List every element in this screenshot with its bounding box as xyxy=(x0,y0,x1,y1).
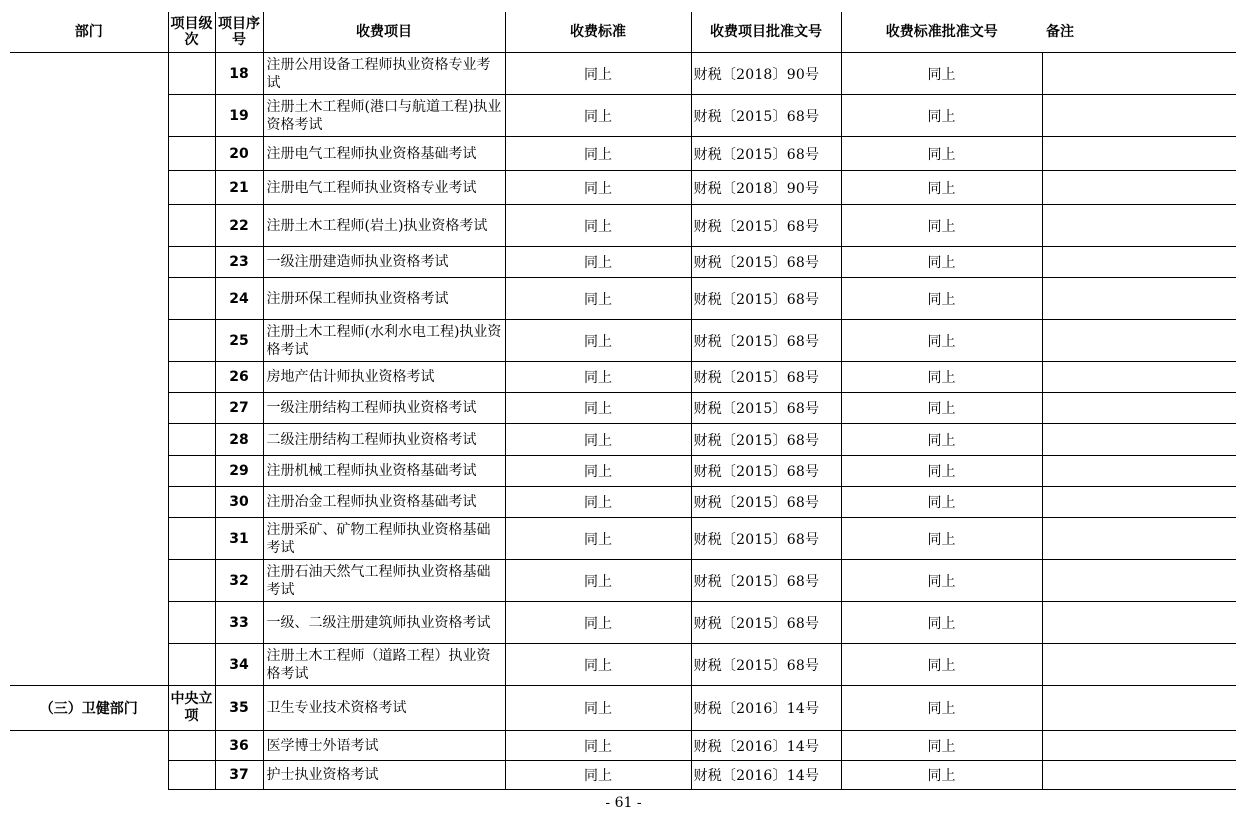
item-cell: 注册石油天然气工程师执业资格基础考试 xyxy=(263,560,505,602)
standard-cell: 同上 xyxy=(505,278,691,320)
std-doc-cell: 同上 xyxy=(841,278,1042,320)
dept-cell xyxy=(10,171,168,205)
std-doc-cell: 同上 xyxy=(841,761,1042,790)
dept-cell xyxy=(10,320,168,362)
note-cell xyxy=(1042,456,1236,487)
item-cell: 注册公用设备工程师执业资格专业考试 xyxy=(263,53,505,95)
std-doc-cell: 同上 xyxy=(841,247,1042,278)
item-cell: 注册环保工程师执业资格考试 xyxy=(263,278,505,320)
level-cell xyxy=(168,53,215,95)
seq-cell: 33 xyxy=(215,602,263,644)
dept-cell xyxy=(10,518,168,560)
std-doc-cell: 同上 xyxy=(841,393,1042,424)
std-doc-cell: 同上 xyxy=(841,320,1042,362)
seq-cell: 27 xyxy=(215,393,263,424)
standard-cell: 同上 xyxy=(505,602,691,644)
level-cell xyxy=(168,424,215,456)
dept-cell xyxy=(10,362,168,393)
item-cell: 注册电气工程师执业资格专业考试 xyxy=(263,171,505,205)
seq-cell: 32 xyxy=(215,560,263,602)
std-doc-cell: 同上 xyxy=(841,518,1042,560)
item-doc-cell: 财税〔2015〕68号 xyxy=(691,362,841,393)
standard-cell: 同上 xyxy=(505,644,691,686)
standard-cell: 同上 xyxy=(505,95,691,137)
dept-cell xyxy=(10,137,168,171)
level-cell xyxy=(168,456,215,487)
level-cell xyxy=(168,95,215,137)
item-cell: 注册采矿、矿物工程师执业资格基础考试 xyxy=(263,518,505,560)
level-cell xyxy=(168,171,215,205)
item-cell: 注册冶金工程师执业资格基础考试 xyxy=(263,487,505,518)
level-cell xyxy=(168,247,215,278)
item-cell: 注册土木工程师(岩土)执业资格考试 xyxy=(263,205,505,247)
table-row xyxy=(10,518,1236,560)
dept-cell xyxy=(10,761,168,790)
item-cell: 一级、二级注册建筑师执业资格考试 xyxy=(263,602,505,644)
standard-cell: 同上 xyxy=(505,320,691,362)
item-doc-cell: 财税〔2018〕90号 xyxy=(691,53,841,95)
item-doc-cell: 财税〔2015〕68号 xyxy=(691,487,841,518)
std-doc-cell: 同上 xyxy=(841,487,1042,518)
dept-cell: （三）卫健部门 xyxy=(10,686,168,731)
item-doc-cell: 财税〔2015〕68号 xyxy=(691,205,841,247)
dept-cell xyxy=(10,53,168,95)
item-cell: 注册机械工程师执业资格基础考试 xyxy=(263,456,505,487)
table-header-row xyxy=(10,12,1236,53)
seq-cell: 30 xyxy=(215,487,263,518)
std-doc-cell: 同上 xyxy=(841,362,1042,393)
item-doc-cell: 财税〔2016〕14号 xyxy=(691,761,841,790)
level-cell xyxy=(168,362,215,393)
header-item-doc: 收费项目批准文号 xyxy=(691,12,841,53)
item-cell: 二级注册结构工程师执业资格考试 xyxy=(263,424,505,456)
header-seq: 项目序号 xyxy=(215,12,263,53)
table-row xyxy=(10,424,1236,456)
seq-cell: 28 xyxy=(215,424,263,456)
standard-cell: 同上 xyxy=(505,560,691,602)
table-row xyxy=(10,602,1236,644)
item-doc-cell: 财税〔2015〕68号 xyxy=(691,456,841,487)
standard-cell: 同上 xyxy=(505,424,691,456)
seq-cell: 37 xyxy=(215,761,263,790)
dept-cell xyxy=(10,456,168,487)
item-doc-cell: 财税〔2015〕68号 xyxy=(691,393,841,424)
item-cell: 护士执业资格考试 xyxy=(263,761,505,790)
item-doc-cell: 财税〔2015〕68号 xyxy=(691,95,841,137)
standard-cell: 同上 xyxy=(505,518,691,560)
dept-cell xyxy=(10,644,168,686)
level-cell: 中央立项 xyxy=(168,686,215,731)
standard-cell: 同上 xyxy=(505,205,691,247)
dept-cell xyxy=(10,95,168,137)
item-doc-cell: 财税〔2016〕14号 xyxy=(691,731,841,761)
item-doc-cell: 财税〔2015〕68号 xyxy=(691,320,841,362)
standard-cell: 同上 xyxy=(505,362,691,393)
item-cell: 注册电气工程师执业资格基础考试 xyxy=(263,137,505,171)
note-cell xyxy=(1042,247,1236,278)
std-doc-cell: 同上 xyxy=(841,731,1042,761)
item-doc-cell: 财税〔2015〕68号 xyxy=(691,602,841,644)
table-row xyxy=(10,362,1236,393)
note-cell xyxy=(1042,205,1236,247)
table-row xyxy=(10,456,1236,487)
item-doc-cell: 财税〔2015〕68号 xyxy=(691,278,841,320)
dept-cell xyxy=(10,560,168,602)
note-cell xyxy=(1042,53,1236,95)
table-row xyxy=(10,171,1236,205)
standard-cell: 同上 xyxy=(505,487,691,518)
item-cell: 医学博士外语考试 xyxy=(263,731,505,761)
item-doc-cell: 财税〔2018〕90号 xyxy=(691,171,841,205)
table-row xyxy=(10,53,1236,95)
seq-cell: 23 xyxy=(215,247,263,278)
std-doc-cell: 同上 xyxy=(841,171,1042,205)
dept-cell xyxy=(10,424,168,456)
note-cell xyxy=(1042,487,1236,518)
note-cell xyxy=(1042,686,1236,731)
table-row xyxy=(10,320,1236,362)
note-cell xyxy=(1042,393,1236,424)
table-row xyxy=(10,487,1236,518)
std-doc-cell: 同上 xyxy=(841,205,1042,247)
note-cell xyxy=(1042,424,1236,456)
note-cell xyxy=(1042,602,1236,644)
item-cell: 一级注册建造师执业资格考试 xyxy=(263,247,505,278)
dept-cell xyxy=(10,205,168,247)
standard-cell: 同上 xyxy=(505,731,691,761)
level-cell xyxy=(168,278,215,320)
standard-cell: 同上 xyxy=(505,53,691,95)
dept-cell xyxy=(10,487,168,518)
std-doc-cell: 同上 xyxy=(841,95,1042,137)
note-cell xyxy=(1042,362,1236,393)
table-row xyxy=(10,205,1236,247)
header-standard: 收费标准 xyxy=(505,12,691,53)
level-cell xyxy=(168,644,215,686)
item-doc-cell: 财税〔2015〕68号 xyxy=(691,560,841,602)
table-row xyxy=(10,731,1236,761)
item-cell: 一级注册结构工程师执业资格考试 xyxy=(263,393,505,424)
dept-cell xyxy=(10,247,168,278)
header-level: 项目级次 xyxy=(168,12,215,53)
item-cell: 注册土木工程师(水利水电工程)执业资格考试 xyxy=(263,320,505,362)
standard-cell: 同上 xyxy=(505,137,691,171)
fee-table xyxy=(10,12,1236,790)
note-cell xyxy=(1042,518,1236,560)
dept-cell xyxy=(10,278,168,320)
seq-cell: 34 xyxy=(215,644,263,686)
item-doc-cell: 财税〔2015〕68号 xyxy=(691,424,841,456)
standard-cell: 同上 xyxy=(505,247,691,278)
seq-cell: 21 xyxy=(215,171,263,205)
note-cell xyxy=(1042,560,1236,602)
std-doc-cell: 同上 xyxy=(841,644,1042,686)
table-row xyxy=(10,686,1236,731)
table-row xyxy=(10,393,1236,424)
item-doc-cell: 财税〔2015〕68号 xyxy=(691,644,841,686)
seq-cell: 22 xyxy=(215,205,263,247)
dept-cell xyxy=(10,602,168,644)
standard-cell: 同上 xyxy=(505,171,691,205)
seq-cell: 29 xyxy=(215,456,263,487)
note-cell xyxy=(1042,761,1236,790)
standard-cell: 同上 xyxy=(505,761,691,790)
level-cell xyxy=(168,560,215,602)
level-cell xyxy=(168,602,215,644)
item-doc-cell: 财税〔2015〕68号 xyxy=(691,137,841,171)
header-note: 备注 xyxy=(1042,12,1236,53)
item-cell: 注册土木工程师(港口与航道工程)执业资格考试 xyxy=(263,95,505,137)
level-cell xyxy=(168,731,215,761)
std-doc-cell: 同上 xyxy=(841,137,1042,171)
std-doc-cell: 同上 xyxy=(841,456,1042,487)
table-row xyxy=(10,137,1236,171)
std-doc-cell: 同上 xyxy=(841,686,1042,731)
header-item: 收费项目 xyxy=(263,12,505,53)
item-cell: 房地产估计师执业资格考试 xyxy=(263,362,505,393)
seq-cell: 25 xyxy=(215,320,263,362)
seq-cell: 18 xyxy=(215,53,263,95)
table-body xyxy=(10,53,1236,790)
note-cell xyxy=(1042,644,1236,686)
level-cell xyxy=(168,487,215,518)
level-cell xyxy=(168,518,215,560)
std-doc-cell: 同上 xyxy=(841,424,1042,456)
table-row xyxy=(10,644,1236,686)
note-cell xyxy=(1042,95,1236,137)
level-cell xyxy=(168,205,215,247)
standard-cell: 同上 xyxy=(505,456,691,487)
dept-cell xyxy=(10,393,168,424)
seq-cell: 20 xyxy=(215,137,263,171)
note-cell xyxy=(1042,320,1236,362)
level-cell xyxy=(168,137,215,171)
item-cell: 卫生专业技术资格考试 xyxy=(263,686,505,731)
seq-cell: 24 xyxy=(215,278,263,320)
seq-cell: 36 xyxy=(215,731,263,761)
seq-cell: 31 xyxy=(215,518,263,560)
table-row xyxy=(10,278,1236,320)
table-row xyxy=(10,95,1236,137)
standard-cell: 同上 xyxy=(505,393,691,424)
seq-cell: 19 xyxy=(215,95,263,137)
item-doc-cell: 财税〔2015〕68号 xyxy=(691,518,841,560)
standard-cell: 同上 xyxy=(505,686,691,731)
seq-cell: 35 xyxy=(215,686,263,731)
std-doc-cell: 同上 xyxy=(841,53,1042,95)
page-number: - 61 - xyxy=(605,795,642,811)
table-row xyxy=(10,560,1236,602)
table-row xyxy=(10,761,1236,790)
header-std-doc: 收费标准批准文号 xyxy=(841,12,1042,53)
item-doc-cell: 财税〔2016〕14号 xyxy=(691,686,841,731)
item-cell: 注册土木工程师（道路工程）执业资格考试 xyxy=(263,644,505,686)
seq-cell: 26 xyxy=(215,362,263,393)
level-cell xyxy=(168,393,215,424)
std-doc-cell: 同上 xyxy=(841,560,1042,602)
note-cell xyxy=(1042,171,1236,205)
note-cell xyxy=(1042,731,1236,761)
header-dept: 部门 xyxy=(10,12,168,53)
std-doc-cell: 同上 xyxy=(841,602,1042,644)
dept-cell xyxy=(10,731,168,761)
level-cell xyxy=(168,320,215,362)
note-cell xyxy=(1042,137,1236,171)
item-doc-cell: 财税〔2015〕68号 xyxy=(691,247,841,278)
note-cell xyxy=(1042,278,1236,320)
table-row xyxy=(10,247,1236,278)
level-cell xyxy=(168,761,215,790)
